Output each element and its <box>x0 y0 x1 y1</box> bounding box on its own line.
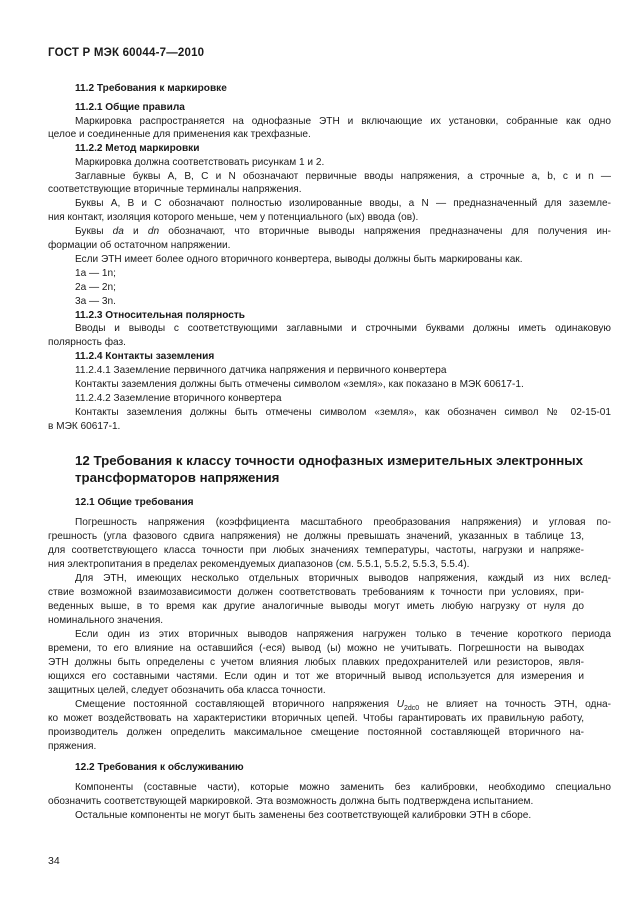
paragraph-line: ющихся его составными частями. Если один и тот же вторичный вывод используется для измерения и <box>48 671 584 682</box>
paragraph-line: целое и соединенные для применения как трехфазные. <box>48 129 311 140</box>
paragraph-line: ствие возможной взаимозависимости должен соответствовать требованиям к точности при условиях, при- <box>48 587 584 598</box>
paragraph-line: производитель должен определить максимальное смещение постоянной составляющей вторичного на- <box>48 727 584 738</box>
paragraph-line: 11.2.4.1 Заземление первичного датчика напряжения и первичного конвертера <box>75 365 447 376</box>
paragraph-line: 11.2.4.2 Заземление вторичного конвертера <box>75 393 282 404</box>
paragraph-line: номинального значения. <box>48 615 164 626</box>
paragraph-line: времени, то его влияние на оставшийся (-еся) вывод (ы) можно не учитывать. Погрешности на выводах <box>48 643 584 654</box>
paragraph-line: Маркировка распространяется на однофазные ЭТН и включающие их установки, собранные как одно <box>75 116 611 127</box>
section-11-2-4-title: 11.2.4 Контакты заземления <box>75 351 215 362</box>
paragraph-line: Компоненты (составные части), которые можно заменить без калибровки, необходимо специально <box>75 782 611 793</box>
paragraph-line: ния контакт, изоляция которого меньше, чем у потенциального (ых) ввода (ов). <box>48 212 419 223</box>
paragraph-line: ЭТН должны быть определены с учетом влияния любых плавких предохранителей или резисторов, явля- <box>48 657 584 668</box>
document-header: ГОСТ Р МЭК 60044-7—2010 <box>48 47 205 59</box>
paragraph-line: полярность фаз. <box>48 337 126 348</box>
terminal-mapping: 2а — 2n; <box>75 282 116 293</box>
paragraph-line: Контакты заземления должны быть отмечены символом «земля», как показано в МЭК 60617-1. <box>75 379 524 390</box>
paragraph-line: Заглавные буквы А, В, С и N обозначают первичные вводы напряжения, а строчные а, b, с и n — <box>75 171 611 182</box>
paragraph-line: защитных целей, следует обозначить оба класса точности. <box>48 685 326 696</box>
terminal-mapping: 3а — 3n. <box>75 296 116 307</box>
text-run: Буквы <box>75 226 113 237</box>
paragraph-line <box>48 699 611 712</box>
section-12-title <box>75 452 595 486</box>
voltage-symbol: U <box>396 699 405 710</box>
text-run: и <box>123 226 148 237</box>
paragraph-line: Если ЭТН имеет более одного вторичного конвертера, выводы должны быть маркированы как. <box>75 254 523 265</box>
paragraph-line: Контакты заземления должны быть отмечены символом «земля», как обозначен символ № 02-15-01 <box>75 407 611 418</box>
paragraph-line: обозначить соответствующей маркировкой. Эта возможность должна быть подтверждена испытанием. <box>48 796 534 807</box>
text-run: не влияет на точность ЭТН, одна- <box>419 699 611 710</box>
section-12-title-line: трансформаторов напряжения <box>75 470 280 485</box>
paragraph-line: ко может воздействовать на характеристики вторичных цепей. Чтобы гарантировать их правильную работу, <box>48 713 584 724</box>
paragraph-line: соответствующие вторичные терминалы напряжения. <box>48 184 302 195</box>
section-12-title-line: 12 Требования к классу точности однофазных измерительных электронных <box>75 453 584 468</box>
paragraph-line: Если один из этих вторичных выводов напряжения нагружен только в течение короткого периода <box>75 629 611 640</box>
paragraph-line: ния электропитания в пределах рекомендуемых диапазонов (см. 5.5.1, 5.5.2, 5.5.3, 5.5.4). <box>48 559 470 570</box>
paragraph-line: формации об остаточном напряжении. <box>48 240 231 251</box>
paragraph-line: грешность (угла фазового сдвига напряжения) не должны превышать значений, указанных в таблице 13, <box>48 531 584 542</box>
text-run: Смещение постоянной составляющей вторичного напряжения <box>75 699 397 710</box>
text-run: da <box>112 226 124 237</box>
section-12-2-title: 12.2 Требования к обслуживанию <box>75 762 244 773</box>
paragraph-line: веденных выше, в то время как другие аналогичные выводы могут иметь любую нагрузку от нуля до <box>48 601 584 612</box>
paragraph-line: Вводы и выводы с соответствующими заглавными и строчными буквами должны иметь одинаковую <box>75 323 611 334</box>
paragraph-line: Маркировка должна соответствовать рисункам 1 и 2. <box>75 157 325 168</box>
page-number: 34 <box>48 855 60 867</box>
terminal-mapping: 1а — 1n; <box>75 268 116 279</box>
voltage-subscript: 2dc0 <box>404 705 420 713</box>
section-11-2-1-title: 11.2.1 Общие правила <box>75 102 185 113</box>
paragraph-line: Для ЭТН, имеющих несколько отдельных вторичных выводов напряжения, каждый из них вслед- <box>75 573 611 584</box>
paragraph-line: для соответствующего класса точности при любых значениях температуры, частоты, нагрузки и напряже- <box>48 545 584 556</box>
paragraph-line: Погрешность напряжения (коэффициента масштабного преобразования напряжения) и угловая по- <box>75 517 611 528</box>
text-run: dn <box>147 226 160 237</box>
text-run: обозначают, что вторичные выводы напряжения предназначены для получения ин- <box>159 226 611 237</box>
paragraph-line <box>48 226 611 237</box>
paragraph-line: в МЭК 60617-1. <box>48 421 121 432</box>
section-11-2-title: 11.2 Требования к маркировке <box>75 83 227 94</box>
section-12-1-title: 12.1 Общие требования <box>75 497 194 508</box>
section-11-2-3-title: 11.2.3 Относительная полярность <box>75 310 246 321</box>
section-11-2-2-title: 11.2.2 Метод маркировки <box>75 143 200 154</box>
paragraph-line: Буквы А, В и С обозначают полностью изолированные вводы, а N — предназначенный для заземле- <box>75 198 611 209</box>
paragraph-line: Остальные компоненты не могут быть заменены без соответствующей калибровки ЭТН в сборе. <box>75 810 532 821</box>
paragraph-line: пряжения. <box>48 741 97 752</box>
